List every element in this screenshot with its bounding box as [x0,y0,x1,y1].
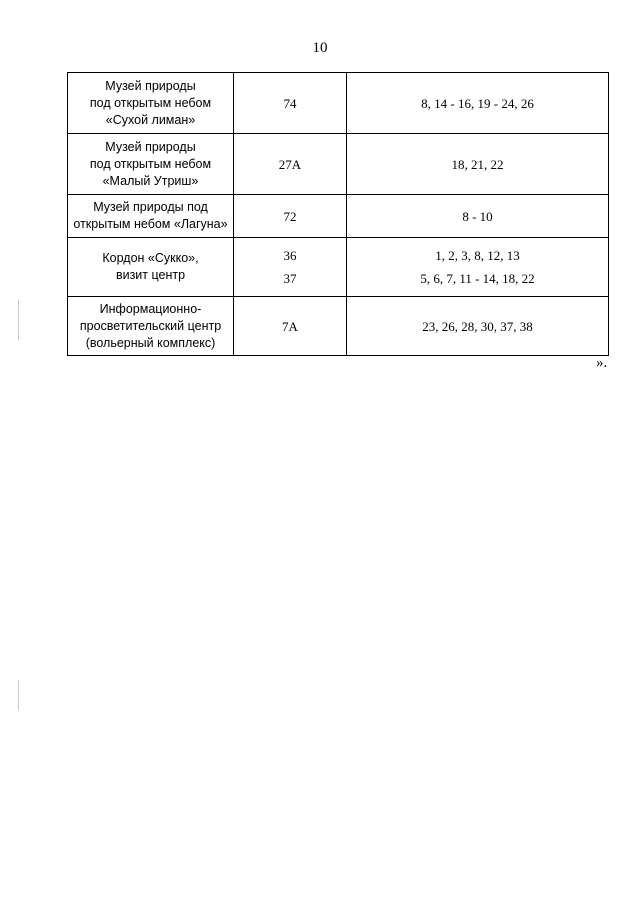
table-row [68,195,609,238]
object-name-cell [68,297,234,356]
object-name-line: под открытым небом [89,156,212,171]
quarter-number-cell: 27А [234,134,347,195]
object-name-line: Музей природы под [93,200,208,214]
plot-numbers-cell: 18, 21, 22 [347,134,609,195]
scan-margin-mark [18,300,19,340]
quarter-number-cell: 74 [234,73,347,134]
object-name-line: просветительский центр [79,318,222,333]
quarter-number-cell: 36 [234,238,347,271]
object-name-line: «Малый Утриш» [102,173,199,188]
objects-table [67,72,609,356]
plot-numbers-cell: 8 - 10 [347,195,609,238]
table-row [68,238,609,271]
object-name-line: Информационно- [99,301,202,316]
object-name-line: Музей природы [105,139,196,154]
plot-numbers-cell: 1, 2, 3, 8, 12, 13 [347,238,609,271]
quarter-number-cell: 7А [234,297,347,356]
closing-quote: ». [596,355,608,371]
object-name-cell [68,238,234,297]
table-row [68,134,609,195]
quarter-number-cell: 72 [234,195,347,238]
quarter-number-cell: 37 [234,270,347,297]
plot-numbers-cell: 23, 26, 28, 30, 37, 38 [347,297,609,356]
object-name-line: под открытым небом [89,95,212,110]
page-number: 10 [312,40,328,56]
table-row [68,297,609,356]
plot-numbers-cell: 8, 14 - 16, 19 - 24, 26 [347,73,609,134]
object-name-line: открытым небом «Лагуна» [73,217,228,231]
object-name-cell [68,134,234,195]
scan-margin-mark [18,680,19,710]
plot-numbers-cell: 5, 6, 7, 11 - 14, 18, 22 [347,270,609,297]
object-name-line: визит центр [115,268,186,282]
object-name-line: «Сухой лиман» [105,112,196,127]
object-name-line: Музей природы [105,78,196,93]
object-name-line: Кордон «Сукко», [102,251,199,265]
table-row [68,73,609,134]
object-name-line: (вольерный комплекс) [85,335,216,350]
object-name-cell [68,195,234,238]
object-name-cell [68,73,234,134]
